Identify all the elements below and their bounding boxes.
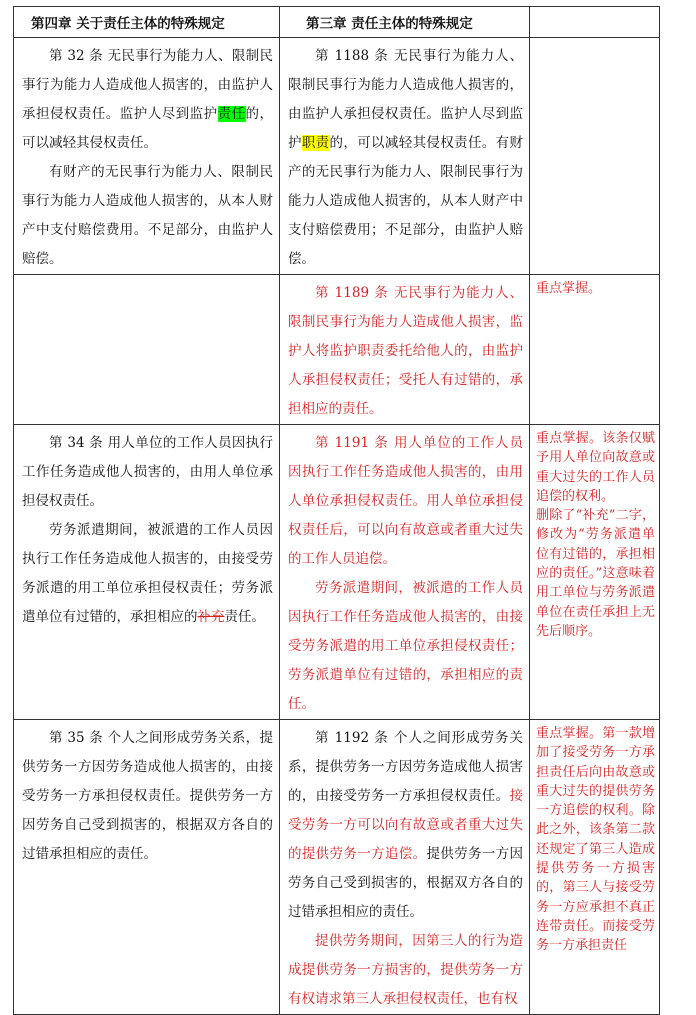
paragraph: 第 1189 条 无民事行为能力人、限制民事行为能力人造成他人损害，监护人将监护职责委托给他人的，由监护人承担侵权责任；受托人有过错的，承担相应的责任。 <box>288 285 523 417</box>
new-text-cell <box>280 425 530 720</box>
paragraph: 提供劳务期间，因第三人的行为造成提供劳务一方损害的，提供劳务一方有权请求第三人承担侵权责任，也有权 <box>288 933 523 1007</box>
table-row <box>14 275 660 425</box>
paragraph: 第 32 条 无民事行为能力人、限制民事行为能力人造成他人损害的，由监护人承担侵权责任。监护人尽到监护责任的，可以减轻其侵权责任。 <box>22 48 274 151</box>
new-text-cell <box>280 275 530 425</box>
note-cell: 重点掌握。 <box>530 275 660 425</box>
highlight: 职责 <box>301 135 330 151</box>
paragraph: 第 34 条 用人单位的工作人员因执行工作任务造成他人损害的，由用人单位承担侵权责任。 <box>22 435 273 509</box>
paragraph: 第 1188 条 无民事行为能力人、限制民事行为能力人造成他人损害的，由监护人承担侵权责任。监护人尽到监护职责的，可以减轻其侵权责任。有财产的无民事行为能力人、限制民事行为能力人造成他人损害的，从本人财产中支付赔偿费用；不足部分，由监护人赔偿。 <box>288 48 523 267</box>
header-new-chapter: 第三章 责任主体的特殊规定 <box>280 7 530 38</box>
note-cell: 重点掌握。第一款增加了接受劳务一方承担责任后向由故意或重大过失的提供劳务一方追偿的权利。除此之外，该条第二款还规定了第三人造成提供劳务一方损害的，第三人与接受劳务一方应承担不真正连带责任。而接受劳务一方承担责任 <box>530 720 660 1015</box>
paragraph: 劳务派遣期间，被派遣的工作人员因执行工作任务造成他人损害的，由接受劳务派遣的用工单位承担侵权责任；劳务派遣单位有过错的，承担相应的责任。 <box>288 580 523 712</box>
new-text-cell <box>280 720 530 1015</box>
table-row <box>14 38 660 275</box>
comparison-table <box>13 6 660 1015</box>
new-text-cell <box>280 38 530 275</box>
deleted-text: 补充 <box>197 609 225 625</box>
old-text-cell <box>14 720 280 1015</box>
paragraph: 劳务派遣期间，被派遣的工作人员因执行工作任务造成他人损害的，由接受劳务派遣的用工单位承担侵权责任；劳务派遣单位有过错的，承担相应的补充责任。 <box>22 522 273 625</box>
header-row <box>14 7 660 38</box>
note-cell <box>530 38 660 275</box>
table-row <box>14 425 660 720</box>
paragraph: 第 35 条 个人之间形成劳务关系，提供劳务一方因劳务造成他人损害的，由接受劳务一方承担侵权责任。提供劳务一方因劳务自己受到损害的，根据双方各自的过错承担相应的责任。 <box>22 730 273 862</box>
paragraph: 第 1192 条 个人之间形成劳务关系，提供劳务一方因劳务造成他人损害的，由接受劳务一方承担侵权责任。接受劳务一方可以向有故意或者重大过失的提供劳务一方追偿。提供劳务一方因劳务自己受到损害的，根据双方各自的过错承担相应的责任。 <box>288 730 523 920</box>
old-text-cell <box>14 38 280 275</box>
old-text-cell <box>14 425 280 720</box>
header-notes <box>530 7 660 38</box>
old-text-cell <box>14 275 280 425</box>
table-row <box>14 720 660 1015</box>
highlight: 责任 <box>217 106 246 122</box>
note-cell: 重点掌握。该条仅赋予用人单位向故意或重大过失的工作人员追偿的权利。 删除了“补充”二字，修改为“劳务派遣单位有过错的，承担相应的责任。”这意味着用工单位与劳务派遣单位在责任承担上无先后顺序。 <box>530 425 660 720</box>
header-old-chapter: 第四章 关于责任主体的特殊规定 <box>14 7 280 38</box>
paragraph: 第 1191 条 用人单位的工作人员因执行工作任务造成他人损害的，由用人单位承担侵权责任。用人单位承担侵权责任后，可以向有故意或者重大过失的工作人员追偿。 <box>288 435 523 567</box>
paragraph: 有财产的无民事行为能力人、限制民事行为能力人造成他人损害的，从本人财产中支付赔偿费用。不足部分，由监护人赔偿。 <box>22 164 273 267</box>
